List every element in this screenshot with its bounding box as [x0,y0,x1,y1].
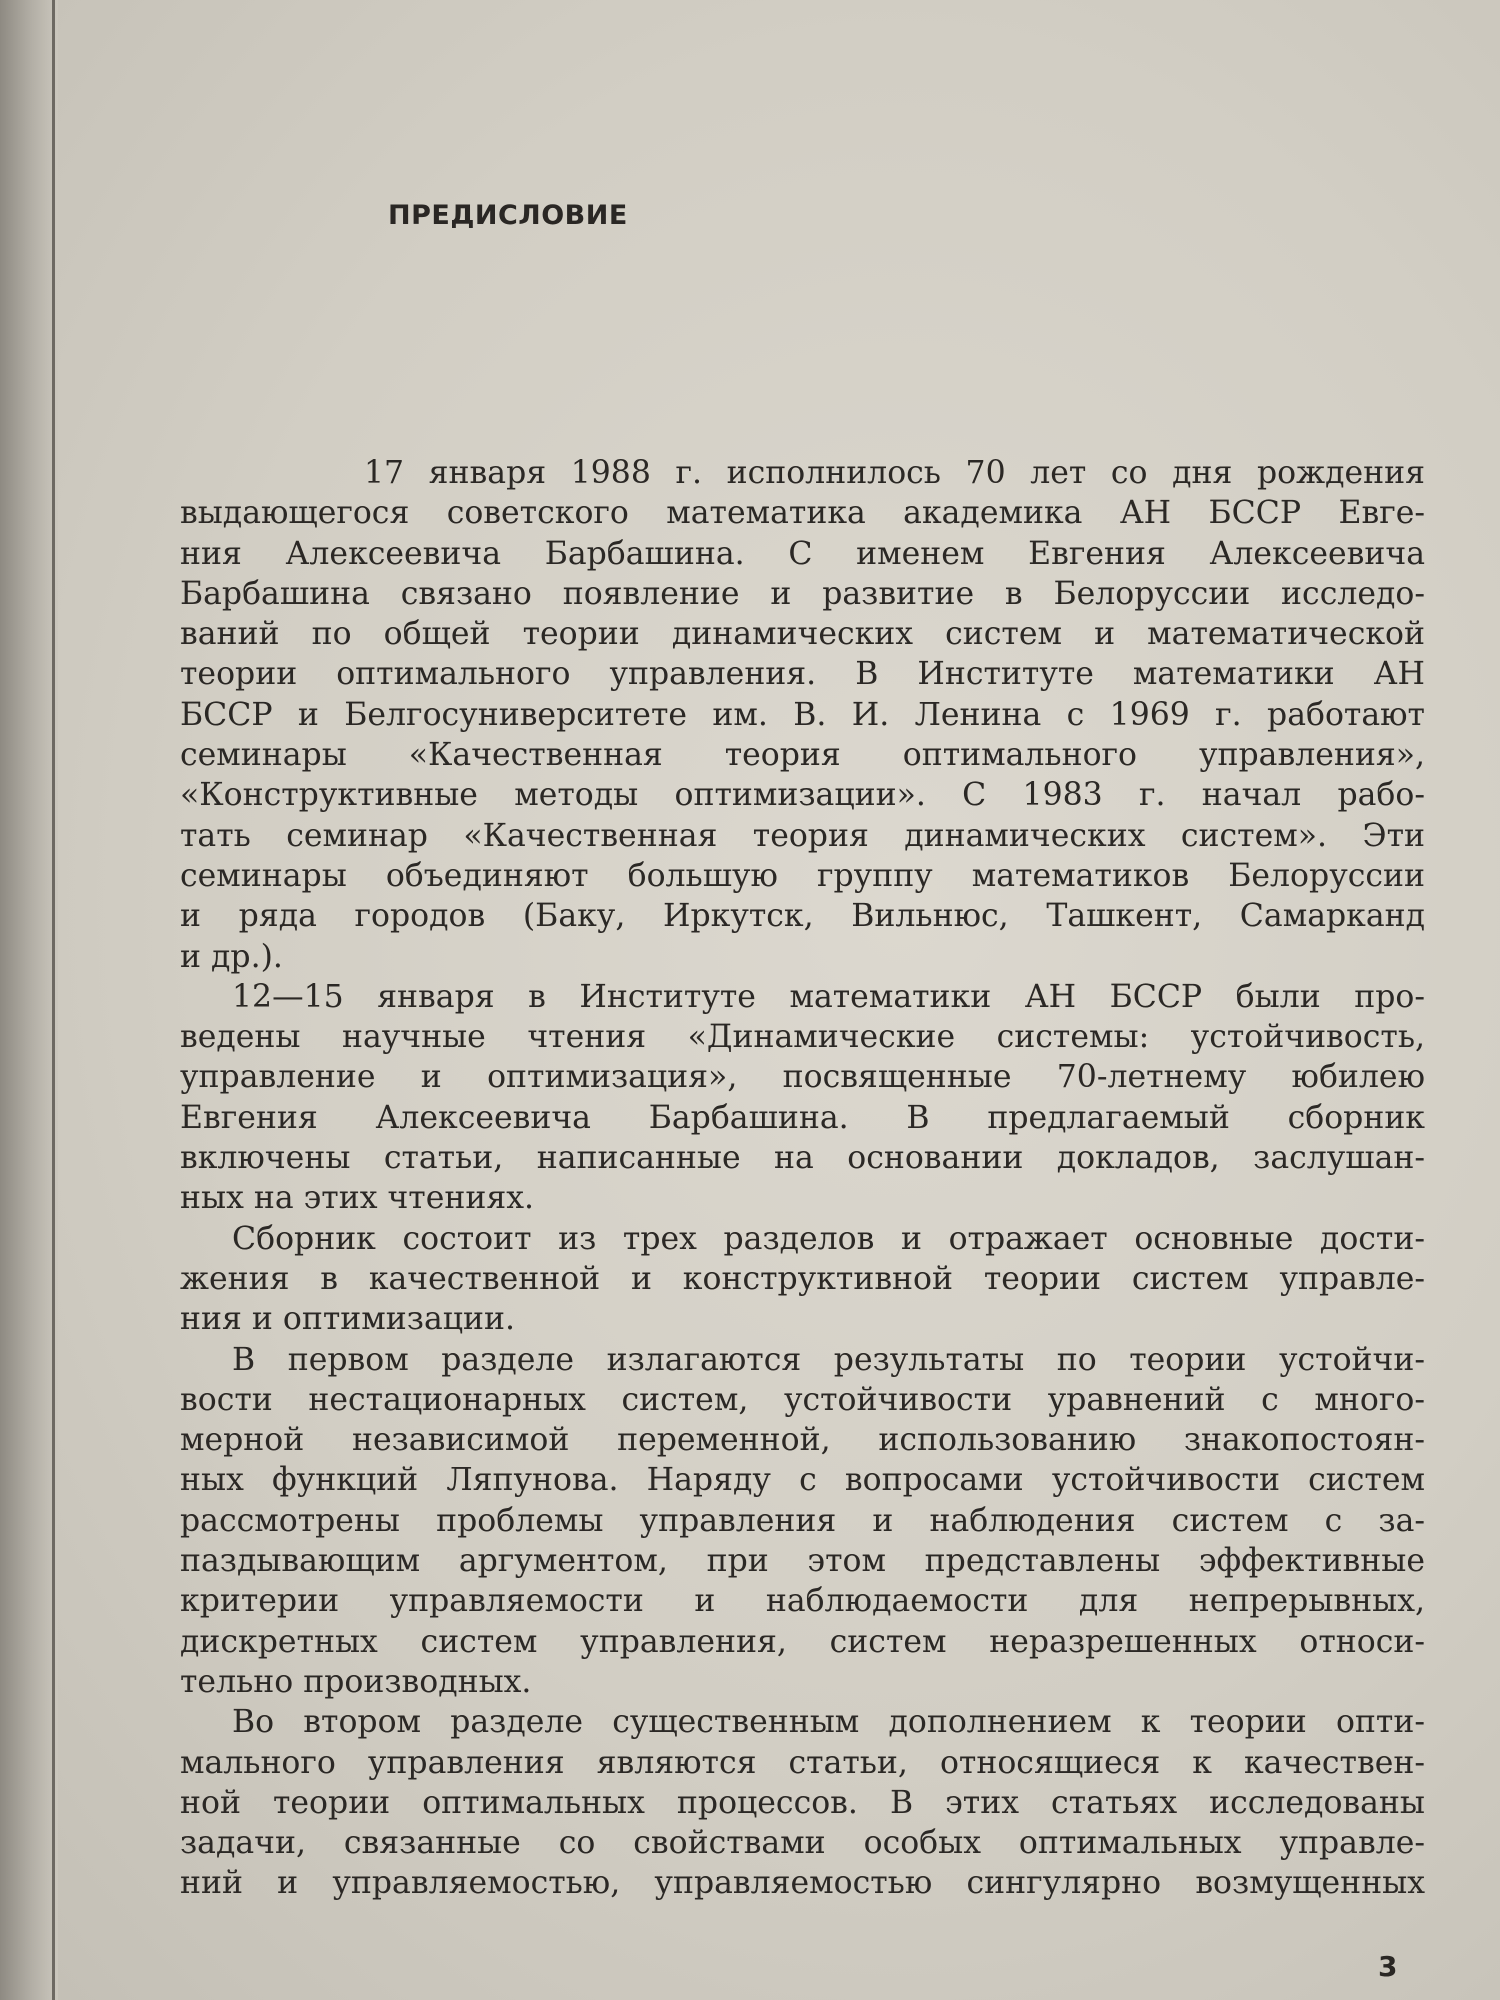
text-line: тельно производных. [180,1663,532,1700]
page-heading: ПРЕДИСЛОВИЕ [388,200,628,231]
text-line: мального управления являются статьи, относящиеся к качествен- [180,1744,1425,1781]
text-line: 17 января 1988 г. исполнилось 70 лет со дня рождения [364,455,1425,491]
text-line: включены статьи, написанные на основании докладов, заслушан- [180,1140,1425,1177]
text-line: «Конструктивные методы оптимизации». С 1983 г. начал рабо- [180,777,1425,814]
body-text [180,453,1425,1904]
text-line: Барбашина связано появление и развитие в Белоруссии исследо- [180,575,1425,612]
text-line: выдающегося советского математика академика АН БССР Евге- [180,495,1425,532]
text-line: ний и управляемостью, управляемостью сингулярно возмущенных [180,1865,1425,1902]
text-line: семинары «Качественная теория оптимального управления», [180,737,1425,774]
text-line: семинары объединяют большую группу математиков Белоруссии [180,857,1425,894]
text-line: критерии управляемости и наблюдаемости для непрерывных, [180,1583,1425,1620]
text-line: ных функций Ляпунова. Наряду с вопросами устойчивости систем [180,1462,1425,1499]
text-line: задачи, связанные со свойствами особых оптимальных управле- [180,1825,1425,1862]
text-line: ной теории оптимальных процессов. В этих статьях исследованы [180,1784,1425,1821]
text-line: БССР и Белгосуниверситете им. В. И. Ленина с 1969 г. работают [180,696,1425,733]
text-line: Во втором разделе существенным дополнением к теории опти- [232,1704,1425,1741]
text-line: жения в качественной и конструктивной теории систем управле- [180,1260,1425,1297]
text-line: дискретных систем управления, систем неразрешенных относи- [180,1623,1425,1660]
text-line: 12—15 января в Институте математики АН БССР были про- [232,978,1425,1015]
text-line: теории оптимального управления. В Институте математики АН [180,656,1425,693]
text-line: ния и оптимизации. [180,1301,515,1338]
text-line: паздывающим аргументом, при этом представлены эффективные [180,1543,1425,1580]
text-line: ведены научные чтения «Динамические системы: устойчивость, [180,1019,1425,1056]
text-line: Евгения Алексеевича Барбашина. В предлагаемый сборник [180,1099,1425,1136]
text-line: В первом разделе излагаются результаты по теории устойчи- [232,1341,1425,1378]
book-binding-shadow [0,0,58,2000]
text-line: и др.). [180,938,283,975]
text-line: тать семинар «Качественная теория динамических систем». Эти [180,817,1425,854]
text-line: рассмотрены проблемы управления и наблюдения систем с за- [180,1502,1425,1539]
text-line: мерной независимой переменной, использованию знакопостоян- [180,1422,1425,1459]
text-line: ваний по общей теории динамических систем и математической [180,616,1425,653]
page-number: 3 [1378,1950,1398,1983]
text-line: вости нестационарных систем, устойчивости уравнений с много- [180,1381,1425,1418]
text-line: Сборник состоит из трех разделов и отражает основные дости- [232,1220,1425,1257]
text-line: ния Алексеевича Барбашина. С именем Евгения Алексеевича [180,535,1425,572]
page-edge [52,0,55,2000]
text-line: ных на этих чтениях. [180,1180,535,1217]
text-line: управление и оптимизация», посвященные 70-летнему юбилею [180,1059,1425,1096]
text-line: и ряда городов (Баку, Иркутск, Вильнюс, Ташкент, Самарканд [180,898,1425,935]
